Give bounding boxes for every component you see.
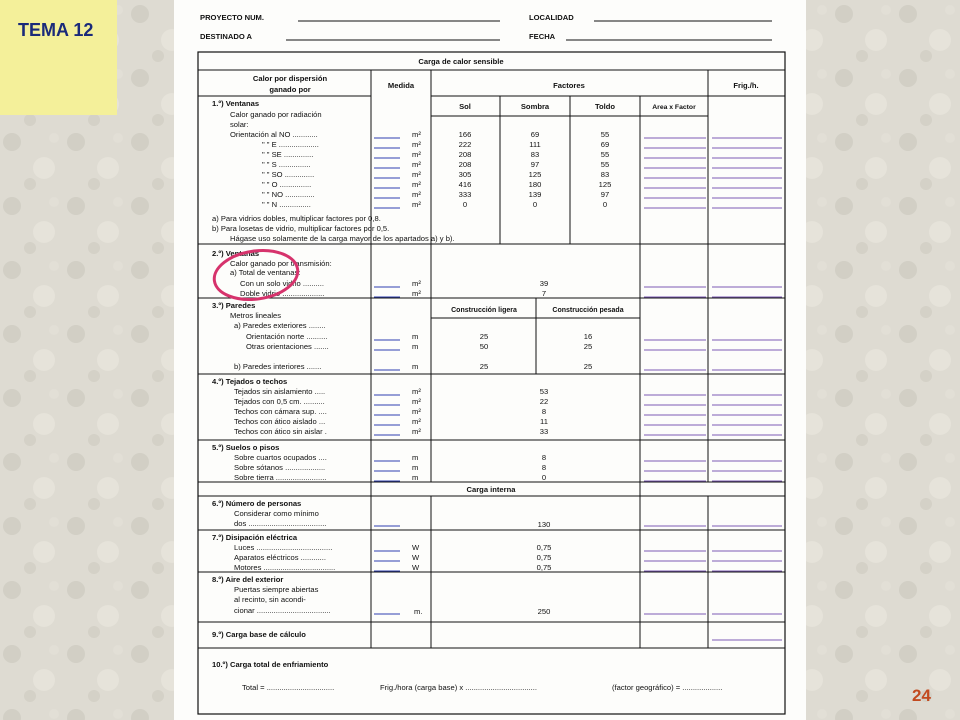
pesada-value: 25 bbox=[583, 362, 593, 371]
toldo-value: 69 bbox=[600, 140, 610, 149]
section-7-disipacion bbox=[212, 533, 782, 572]
factor-value: 7 bbox=[541, 289, 547, 298]
factor-value: 8 bbox=[541, 463, 547, 472]
section-1-intro-2: solar: bbox=[230, 120, 249, 129]
section-6-value: 130 bbox=[537, 520, 551, 529]
sol-value: 208 bbox=[458, 150, 472, 159]
toldo-value: 125 bbox=[598, 180, 612, 189]
row-label: Techos con ático aislado ... bbox=[234, 417, 326, 426]
factor-geografico-field[interactable]: (factor geográfico) = ................... bbox=[612, 683, 723, 692]
section-7-heading: 7.º) Disipación eléctrica bbox=[212, 533, 298, 542]
section-4-heading: 4.º) Tejados o techos bbox=[212, 377, 288, 386]
sombra-value: 180 bbox=[528, 180, 542, 189]
toldo-value: 97 bbox=[600, 190, 610, 199]
row-label: Sobre sótanos ................... bbox=[234, 463, 326, 472]
sombra-value: 125 bbox=[528, 170, 542, 179]
header-sol: Sol bbox=[459, 102, 471, 111]
factor-value: 11 bbox=[540, 417, 548, 426]
section-8-aire-exterior bbox=[212, 575, 782, 616]
section-2-line-2: a) Total de ventanas: bbox=[230, 268, 301, 277]
pesada-value: 16 bbox=[583, 332, 593, 341]
factor-value: 22 bbox=[539, 397, 549, 406]
section-8-unit: m. bbox=[414, 607, 423, 616]
section-3-line-1: Metros lineales bbox=[230, 311, 282, 320]
section-3-paredes bbox=[212, 301, 782, 371]
row-label: " " E ................... bbox=[262, 140, 319, 149]
row-label: Sobre tierra ........................ bbox=[234, 473, 327, 482]
row-label: " " SE .............. bbox=[262, 150, 314, 159]
topic-tag-label: TEMA 12 bbox=[18, 20, 94, 40]
carga-base-field[interactable]: Frig./hora (carga base) x .................................. bbox=[380, 683, 537, 692]
unit-label: m² bbox=[412, 140, 421, 149]
sol-value: 416 bbox=[458, 180, 472, 189]
section-title: Carga de calor sensible bbox=[418, 57, 504, 66]
section-8-heading: 8.º) Aire del exterior bbox=[212, 575, 284, 584]
row-label: Con un solo vidrio .......... bbox=[240, 279, 324, 288]
unit-label: m² bbox=[412, 150, 421, 159]
header-construccion-ligera: Construcción ligera bbox=[451, 307, 517, 314]
section-1-note-b: b) Para losetas de vidrio, multiplicar factores por 0,5. bbox=[212, 224, 390, 233]
unit-label: W bbox=[412, 543, 420, 552]
section-8-value: 250 bbox=[537, 607, 551, 616]
topic-tag bbox=[0, 0, 117, 115]
toldo-value: 83 bbox=[600, 170, 610, 179]
sol-value: 222 bbox=[458, 140, 472, 149]
sombra-value: 111 bbox=[529, 140, 541, 149]
toldo-value: 55 bbox=[600, 160, 610, 169]
sombra-value: 97 bbox=[530, 160, 540, 169]
section-6-line-1: Considerar como mínimo bbox=[234, 509, 319, 518]
cooling-load-form bbox=[174, 0, 806, 720]
section-1-heading: 1.º) Ventanas bbox=[212, 99, 260, 108]
toldo-value: 55 bbox=[600, 150, 610, 159]
header-factores: Factores bbox=[553, 81, 585, 90]
row-label: Techos con cámara sup. .... bbox=[234, 407, 327, 416]
section-5-rows bbox=[234, 453, 782, 482]
factor-value: 53 bbox=[539, 387, 549, 396]
carga-interna-header: Carga interna bbox=[466, 485, 516, 494]
unit-label: m² bbox=[412, 200, 421, 209]
section-4-tejados bbox=[212, 377, 782, 436]
toldo-value: 0 bbox=[602, 200, 608, 209]
header-toldo: Toldo bbox=[594, 102, 616, 111]
section-3-heading: 3.º) Paredes bbox=[212, 301, 256, 310]
unit-label: m bbox=[412, 362, 419, 371]
row-label: Motores .................................. bbox=[234, 563, 336, 572]
section-5-suelos bbox=[212, 443, 782, 482]
ligera-value: 50 bbox=[479, 342, 489, 351]
unit-label: m² bbox=[412, 397, 421, 406]
factor-value: 0,75 bbox=[536, 563, 552, 572]
header-calor-line2: ganado por bbox=[269, 85, 311, 94]
section-6-heading: 6.º) Número de personas bbox=[212, 499, 302, 508]
section-1-ventanas bbox=[212, 99, 782, 243]
label-destinado: DESTINADO A bbox=[200, 32, 253, 41]
label-localidad: LOCALIDAD bbox=[529, 13, 574, 22]
factor-value: 39 bbox=[539, 279, 549, 288]
unit-label: W bbox=[412, 563, 420, 572]
section-7-rows bbox=[234, 543, 782, 572]
factor-value: 33 bbox=[539, 427, 549, 436]
row-label: " " N ............... bbox=[262, 200, 311, 209]
row-label: Otras orientaciones ....... bbox=[246, 342, 329, 351]
factor-value: 0,75 bbox=[536, 553, 552, 562]
unit-label: m² bbox=[412, 387, 421, 396]
header-medida: Medida bbox=[387, 81, 415, 90]
header-construccion-pesada: Construcción pesada bbox=[552, 307, 624, 314]
row-label: " " SO .............. bbox=[262, 170, 315, 179]
sombra-value: 69 bbox=[530, 130, 540, 139]
section-6-personas bbox=[212, 499, 782, 529]
section-3-line-2: a) Paredes exteriores ........ bbox=[234, 321, 326, 330]
section-9-heading: 9.º) Carga base de cálculo bbox=[212, 630, 306, 639]
row-label: " " NO .............. bbox=[262, 190, 315, 199]
label-fecha: FECHA bbox=[529, 32, 556, 41]
unit-label: m bbox=[412, 463, 419, 472]
section-1-note-c: Hágase uso solamente de la carga mayor de los apartados a) y b). bbox=[230, 234, 455, 243]
row-label: " " S ............... bbox=[262, 160, 311, 169]
unit-label: m² bbox=[412, 427, 421, 436]
ligera-value: 25 bbox=[479, 332, 489, 341]
row-label: Orientación al NO ............ bbox=[230, 130, 318, 139]
header-sombra: Sombra bbox=[520, 102, 550, 111]
unit-label: m² bbox=[412, 180, 421, 189]
section-6-line-2: dos ..................................... bbox=[234, 519, 327, 528]
unit-label: m bbox=[412, 332, 419, 341]
unit-label: W bbox=[412, 553, 420, 562]
ligera-value: 25 bbox=[479, 362, 489, 371]
sol-value: 166 bbox=[458, 130, 472, 139]
section-1-intro-1: Calor ganado por radiación bbox=[230, 110, 322, 119]
section-1-note-a: a) Para vidrios dobles, multiplicar factores por 0,8. bbox=[212, 214, 381, 223]
toldo-value: 55 bbox=[600, 130, 610, 139]
section-2-rows bbox=[240, 279, 782, 298]
sombra-value: 83 bbox=[530, 150, 540, 159]
unit-label: m bbox=[412, 453, 419, 462]
sombra-value: 139 bbox=[528, 190, 542, 199]
unit-label: m² bbox=[412, 407, 421, 416]
section-5-heading: 5.º) Suelos o pisos bbox=[212, 443, 280, 452]
unit-label: m bbox=[412, 473, 419, 482]
section-8-line-3: cionar ................................... bbox=[234, 606, 331, 615]
row-label: Sobre cuartos ocupados .... bbox=[234, 453, 327, 462]
row-label: Doble vidrio .................... bbox=[240, 289, 325, 298]
section-2-heading: 2.º) Ventanas bbox=[212, 249, 260, 258]
column-headers bbox=[253, 57, 759, 111]
section-3-rows bbox=[234, 332, 782, 371]
header-area-factor: Area x Factor bbox=[652, 104, 696, 111]
row-label: Techos con ático sin aislar . bbox=[234, 427, 327, 436]
row-label: b) Paredes interiores ....... bbox=[234, 362, 322, 371]
row-label: Luces .................................... bbox=[234, 543, 333, 552]
unit-label: m² bbox=[412, 160, 421, 169]
factor-value: 0,75 bbox=[536, 543, 552, 552]
row-label: Aparatos eléctricos ............ bbox=[234, 553, 327, 562]
factor-value: 0 bbox=[541, 473, 547, 482]
pesada-value: 25 bbox=[583, 342, 593, 351]
section-2-line-1: Calor ganado por transmisión: bbox=[230, 259, 332, 268]
unit-label: m² bbox=[412, 130, 421, 139]
sol-value: 333 bbox=[458, 190, 472, 199]
unit-label: m² bbox=[412, 279, 421, 288]
label-proyecto: PROYECTO NUM. bbox=[200, 13, 264, 22]
form-header bbox=[200, 13, 772, 41]
unit-label: m² bbox=[412, 417, 421, 426]
total-field[interactable]: Total = ................................ bbox=[242, 683, 335, 692]
row-label: Tejados sin aislamiento ..... bbox=[234, 387, 326, 396]
page-number: 24 bbox=[912, 686, 931, 705]
factor-value: 8 bbox=[541, 407, 547, 416]
section-8-line-2: al recinto, sin acondi- bbox=[234, 595, 306, 604]
factor-value: 8 bbox=[541, 453, 547, 462]
row-label: Tejados con 0,5 cm. .......... bbox=[234, 397, 325, 406]
sol-value: 208 bbox=[458, 160, 472, 169]
unit-label: m bbox=[412, 342, 419, 351]
section-10-heading: 10.º) Carga total de enfriamiento bbox=[212, 660, 329, 669]
unit-label: m² bbox=[412, 170, 421, 179]
sol-value: 305 bbox=[458, 170, 472, 179]
header-calor-line1: Calor por dispersión bbox=[252, 74, 328, 83]
unit-label: m² bbox=[412, 190, 421, 199]
unit-label: m² bbox=[412, 289, 421, 298]
row-label: " " O ............... bbox=[262, 180, 312, 189]
section-4-rows bbox=[234, 387, 782, 436]
row-label: Orientación norte .......... bbox=[246, 332, 328, 341]
section-8-line-1: Puertas siempre abiertas bbox=[234, 585, 319, 594]
sombra-value: 0 bbox=[532, 200, 538, 209]
section-1-rows bbox=[230, 130, 782, 209]
section-2-ventanas-transmision bbox=[211, 245, 782, 304]
sol-value: 0 bbox=[462, 200, 468, 209]
header-frig: Frig./h. bbox=[733, 81, 759, 90]
